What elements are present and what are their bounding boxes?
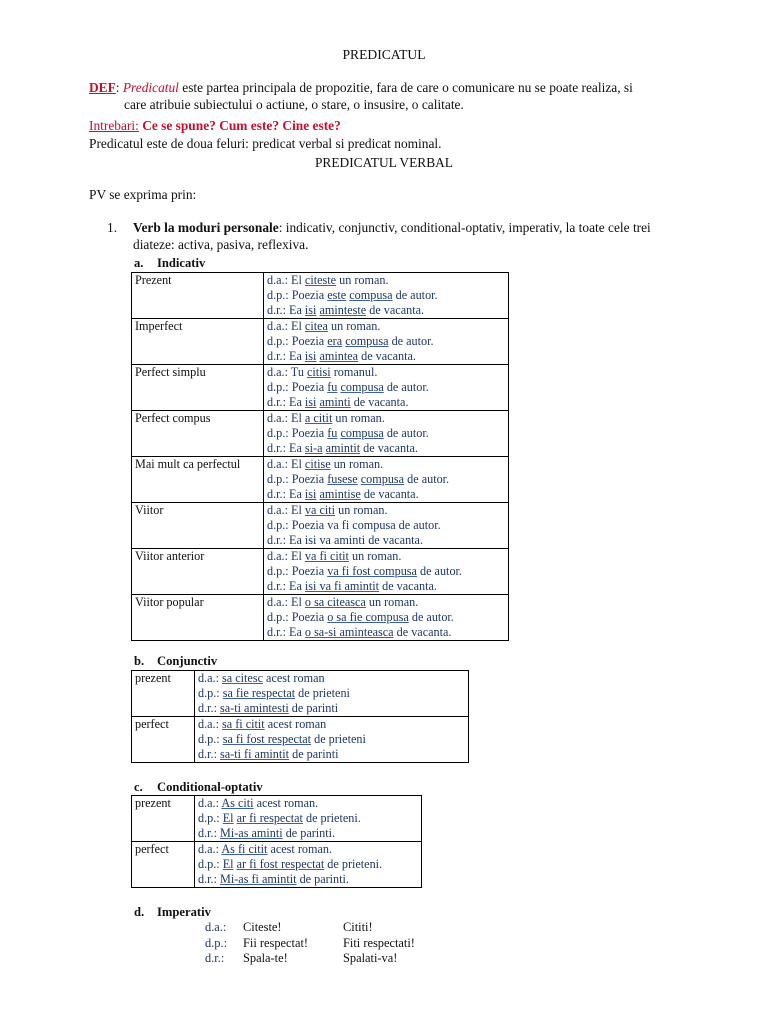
example-cell <box>264 503 509 549</box>
example-text: de parinti <box>288 701 339 715</box>
example-line <box>267 273 508 288</box>
example-line <box>267 457 508 472</box>
verb-form: aminteste <box>319 303 367 317</box>
example-text: de autor. <box>408 610 454 624</box>
example-text: de vacanta. <box>350 395 409 409</box>
example-line <box>198 686 468 701</box>
conditional-table <box>131 795 422 888</box>
verb-form: compusa <box>340 426 384 440</box>
def-sep: : <box>115 80 123 95</box>
example-text: de autor. <box>416 564 462 578</box>
example-line <box>267 625 508 640</box>
example-line <box>198 842 421 857</box>
tense-cell: perfect <box>132 717 195 763</box>
diateza-label: d.r.: <box>205 951 225 965</box>
imperativ-list <box>205 920 415 967</box>
example-cell <box>264 457 509 503</box>
table-row <box>132 411 509 457</box>
verb-form: va fi citit <box>304 549 349 563</box>
example-text: de autor. <box>388 334 434 348</box>
def-term: Predicatul <box>122 80 179 95</box>
example-text: acest roman. <box>267 842 333 856</box>
example-text: d.p.: Poezia va fi compusa de autor. <box>267 518 441 532</box>
verb-form: ar fi respectat <box>236 811 303 825</box>
example-line <box>267 380 508 395</box>
verb-form: amintea <box>319 349 359 363</box>
example-text: un roman. <box>330 457 384 471</box>
example-text: d.a.: El <box>267 319 305 333</box>
example-text: de prieteni. <box>324 857 383 871</box>
example-line <box>267 610 508 625</box>
example-text: d.a.: <box>198 671 223 685</box>
definition <box>89 79 689 113</box>
tense-cell: perfect <box>132 842 195 888</box>
pv-intro: PV se exprima prin: <box>89 187 197 202</box>
example-line <box>267 303 508 318</box>
example-text: d.r.: Ea <box>267 349 305 363</box>
example-text: d.p.: Poezia <box>267 380 328 394</box>
table-row <box>132 796 422 842</box>
example-text: d.p.: Poezia <box>267 334 328 348</box>
example-line <box>198 826 421 841</box>
verb-form: compusa <box>360 472 405 486</box>
def-label: DEF <box>89 80 116 95</box>
verb-form: fu <box>327 426 338 440</box>
verb-form: As citi <box>221 796 254 810</box>
example-text: d.r.: Ea <box>267 303 305 317</box>
example-line <box>198 701 468 716</box>
example-cell <box>195 717 469 763</box>
example-text: d.p.: Poezia <box>267 610 328 624</box>
example-line <box>267 334 508 349</box>
example-text: de autor. <box>383 426 429 440</box>
verb-form: sa-ti fi amintit <box>220 747 290 761</box>
example-text: d.p.: Poezia <box>267 472 328 486</box>
imperativ-singular: Spala-te! <box>243 951 288 965</box>
example-line <box>267 595 508 610</box>
example-cell <box>264 595 509 641</box>
imperativ-plural: Cititi! <box>343 920 373 934</box>
example-text: d.r.: <box>198 826 221 840</box>
example-text: d.a.: <box>198 717 223 731</box>
item-rest: : indicativ, conjunctiv, conditional-optativ, imperativ, la toate cele trei <box>278 220 651 235</box>
table-row <box>132 273 509 319</box>
table-row <box>132 503 509 549</box>
example-text: d.p.: <box>198 732 223 746</box>
example-text: d.a.: El <box>267 503 305 517</box>
example-text: d.a.: Tu <box>267 365 307 379</box>
conjunctiv-table <box>131 670 469 763</box>
tense-cell: Viitor popular <box>132 595 264 641</box>
example-cell <box>195 796 422 842</box>
diateza-label: d.a.: <box>205 920 227 934</box>
heading-letter: d. <box>134 905 145 919</box>
verb-form: aminti <box>319 395 351 409</box>
example-line <box>198 671 468 686</box>
imperativ-row <box>205 920 415 936</box>
verb-form: sa fi fost respectat <box>222 732 312 746</box>
heading-label: Conjunctiv <box>157 654 218 668</box>
imperativ-row <box>205 936 415 952</box>
example-text: un roman. <box>332 411 385 425</box>
verb-form: Mi-as fi amintit <box>220 872 297 886</box>
example-line <box>198 732 468 747</box>
verb-form: o sa citeasca <box>304 595 366 609</box>
tense-cell: Perfect simplu <box>132 365 264 411</box>
example-line <box>267 503 508 518</box>
verb-form: sa fi citit <box>222 717 265 731</box>
example-line <box>267 395 508 410</box>
example-text: d.p.: <box>198 857 223 871</box>
example-text: romanul. <box>330 365 378 379</box>
imperativ-singular: Citeste! <box>243 920 282 934</box>
example-text: d.a.: El <box>267 411 305 425</box>
example-line <box>267 288 508 303</box>
verb-form: compusa <box>340 380 384 394</box>
example-text: de parinti. <box>296 872 349 886</box>
verb-form: a citit <box>304 411 333 425</box>
indicativ-table <box>131 272 509 641</box>
table-row <box>132 319 509 365</box>
def-text-1: este partea principala de propozitie, fara de care o comunicare nu se poate realiza, si <box>178 80 633 95</box>
tense-cell: Imperfect <box>132 319 264 365</box>
verb-form: sa citesc <box>222 671 263 685</box>
example-cell <box>195 842 422 888</box>
example-text: un roman. <box>348 549 402 563</box>
item-line-2: diateze: activa, pasiva, reflexiva. <box>133 237 309 252</box>
heading-label: Conditional-optativ <box>157 780 263 794</box>
tense-cell: Mai mult ca perfectul <box>132 457 264 503</box>
heading-letter: c. <box>134 780 143 794</box>
verb-form: citisi <box>306 365 331 379</box>
imperativ-singular: Fii respectat! <box>243 935 309 950</box>
example-text: d.a.: <box>198 796 222 810</box>
verb-form: este <box>327 288 347 302</box>
table-row <box>132 671 469 717</box>
verb-form: sa fie respectat <box>222 686 296 700</box>
heading-conditional <box>134 779 263 796</box>
example-text: d.r.: <box>198 872 221 886</box>
example-text: d.r.: Ea <box>267 395 305 409</box>
example-text: d.a.: El <box>267 273 305 287</box>
verb-form: isi <box>304 395 317 409</box>
heading-label: Imperativ <box>157 905 211 919</box>
imperativ-plural: Spalati-va! <box>343 951 398 965</box>
example-line <box>267 549 508 564</box>
example-cell <box>195 671 469 717</box>
example-cell <box>264 273 509 319</box>
example-text: d.a.: El <box>267 595 305 609</box>
example-line <box>267 319 508 334</box>
list-item-1 <box>107 219 697 253</box>
verb-form: o sa fie compusa <box>327 610 409 624</box>
example-line <box>198 857 421 872</box>
example-text: d.r.: <box>198 701 221 715</box>
verb-form: fu <box>327 380 338 394</box>
example-line <box>198 796 421 811</box>
table-row <box>132 457 509 503</box>
section-title: PREDICATUL VERBAL <box>314 155 453 170</box>
example-text: un roman. <box>336 273 389 287</box>
verb-form: El <box>222 811 234 825</box>
example-line <box>198 747 468 762</box>
verb-form: citise <box>304 457 331 471</box>
tense-cell: Perfect compus <box>132 411 264 457</box>
example-cell <box>264 411 509 457</box>
example-cell <box>264 549 509 595</box>
example-text: de vacanta. <box>379 579 437 593</box>
verb-form: citeste <box>304 273 337 287</box>
example-text: de prieteni <box>311 732 366 746</box>
example-text: d.p.: Poezia <box>267 564 328 578</box>
example-text: un roman. <box>335 503 388 517</box>
example-text: d.r.: <box>198 747 221 761</box>
heading-imperativ <box>134 904 211 921</box>
verb-form: era <box>327 334 343 348</box>
example-text: d.r.: Ea <box>267 441 305 455</box>
example-text: de autor. <box>383 380 429 394</box>
example-text: d.a.: <box>198 842 222 856</box>
predicate-types: Predicatul este de doua feluri: predicat verbal si predicat nominal. <box>89 136 442 151</box>
example-text: acest roman. <box>253 796 319 810</box>
example-text: de vacanta. <box>366 303 425 317</box>
example-line <box>198 717 468 732</box>
verb-form: va fi fost compusa <box>327 564 417 578</box>
verb-form: citea <box>304 319 328 333</box>
verb-form: amintit <box>325 441 361 455</box>
table-row <box>132 595 509 641</box>
example-text: de parinti. <box>282 826 336 840</box>
tense-cell: Viitor <box>132 503 264 549</box>
example-text: de autor. <box>392 288 438 302</box>
imperativ-plural: Fiti respectati! <box>343 935 415 950</box>
heading-conjunctiv <box>134 653 217 670</box>
questions <box>89 117 341 134</box>
verb-form: ar fi fost respectat <box>236 857 325 871</box>
questions-text: Ce se spune? Cum este? Cine este? <box>142 118 341 133</box>
verb-form: El <box>222 857 234 871</box>
example-text: de vacanta. <box>360 487 419 501</box>
verb-form: compusa <box>345 334 389 348</box>
example-text: d.a.: El <box>267 549 305 563</box>
example-line <box>267 564 508 579</box>
def-text-2: care atribuie subiectului o actiune, o stare, o insusire, o calitate. <box>124 97 464 112</box>
list-number: 1. <box>107 220 118 235</box>
example-text: de parinti <box>289 747 339 761</box>
example-line <box>198 811 421 826</box>
example-text: d.p.: <box>198 811 223 825</box>
example-text: de autor. <box>404 472 450 486</box>
verb-form: fusese <box>327 472 358 486</box>
heading-letter: b. <box>134 654 145 668</box>
heading-label: Indicativ <box>157 256 206 270</box>
verb-form: compusa <box>349 288 393 302</box>
table-row <box>132 365 509 411</box>
example-line <box>267 579 508 594</box>
verb-form: sa-ti amintesti <box>220 701 289 715</box>
example-text: un roman. <box>365 595 419 609</box>
example-text: d.r.: Ea <box>267 487 305 501</box>
example-text: de prieteni. <box>302 811 361 825</box>
heading-indicativ <box>134 255 205 272</box>
example-line <box>267 365 508 380</box>
page-title: PREDICATUL <box>342 47 426 62</box>
verb-form: o sa-si aminteasca <box>304 625 394 639</box>
example-cell <box>264 365 509 411</box>
tense-cell: Viitor anterior <box>132 549 264 595</box>
verb-form: amintise <box>319 487 361 501</box>
example-text: d.p.: Poezia <box>267 426 328 440</box>
tense-cell: Prezent <box>132 273 264 319</box>
example-text: de vacanta. <box>360 441 418 455</box>
verb-form: va citi <box>304 503 336 517</box>
diateza-label: d.p.: <box>205 935 228 950</box>
verb-form: si-a <box>304 441 323 455</box>
imperativ-row <box>205 951 415 967</box>
tense-cell: prezent <box>132 796 195 842</box>
verb-form: As fi citit <box>221 842 268 856</box>
tense-cell: prezent <box>132 671 195 717</box>
verb-form: isi <box>304 349 317 363</box>
table-row <box>132 717 469 763</box>
example-cell <box>264 319 509 365</box>
example-line <box>267 472 508 487</box>
example-line <box>267 411 508 426</box>
example-line <box>267 518 508 533</box>
example-text: de vacanta. <box>393 625 452 639</box>
example-text: d.a.: El <box>267 457 305 471</box>
example-text: acest roman <box>264 717 327 731</box>
example-text: d.p.: <box>198 686 223 700</box>
example-text: acest roman <box>262 671 325 685</box>
example-text: d.r.: Ea <box>267 579 305 593</box>
verb-form: Mi-as aminti <box>220 826 283 840</box>
example-text: d.p.: Poezia <box>267 288 328 302</box>
example-line <box>267 349 508 364</box>
example-line <box>267 533 508 548</box>
example-text: de vacanta. <box>358 349 416 363</box>
verb-form: isi <box>304 303 317 317</box>
verb-form: isi va fi amintit <box>304 579 380 593</box>
example-line <box>267 426 508 441</box>
example-text: d.r.: Ea <box>267 625 305 639</box>
example-line <box>198 872 421 887</box>
example-text: de prieteni <box>295 686 350 700</box>
example-text: d.r.: Ea isi va aminti de vacanta. <box>267 533 424 547</box>
item-bold: Verb la moduri personale <box>133 220 279 235</box>
table-row <box>132 842 422 888</box>
heading-letter: a. <box>134 256 144 270</box>
questions-label: Intrebari: <box>89 118 139 133</box>
verb-form: isi <box>304 487 317 501</box>
table-row <box>132 549 509 595</box>
example-line <box>267 487 508 502</box>
example-line <box>267 441 508 456</box>
example-text: un roman. <box>327 319 381 333</box>
